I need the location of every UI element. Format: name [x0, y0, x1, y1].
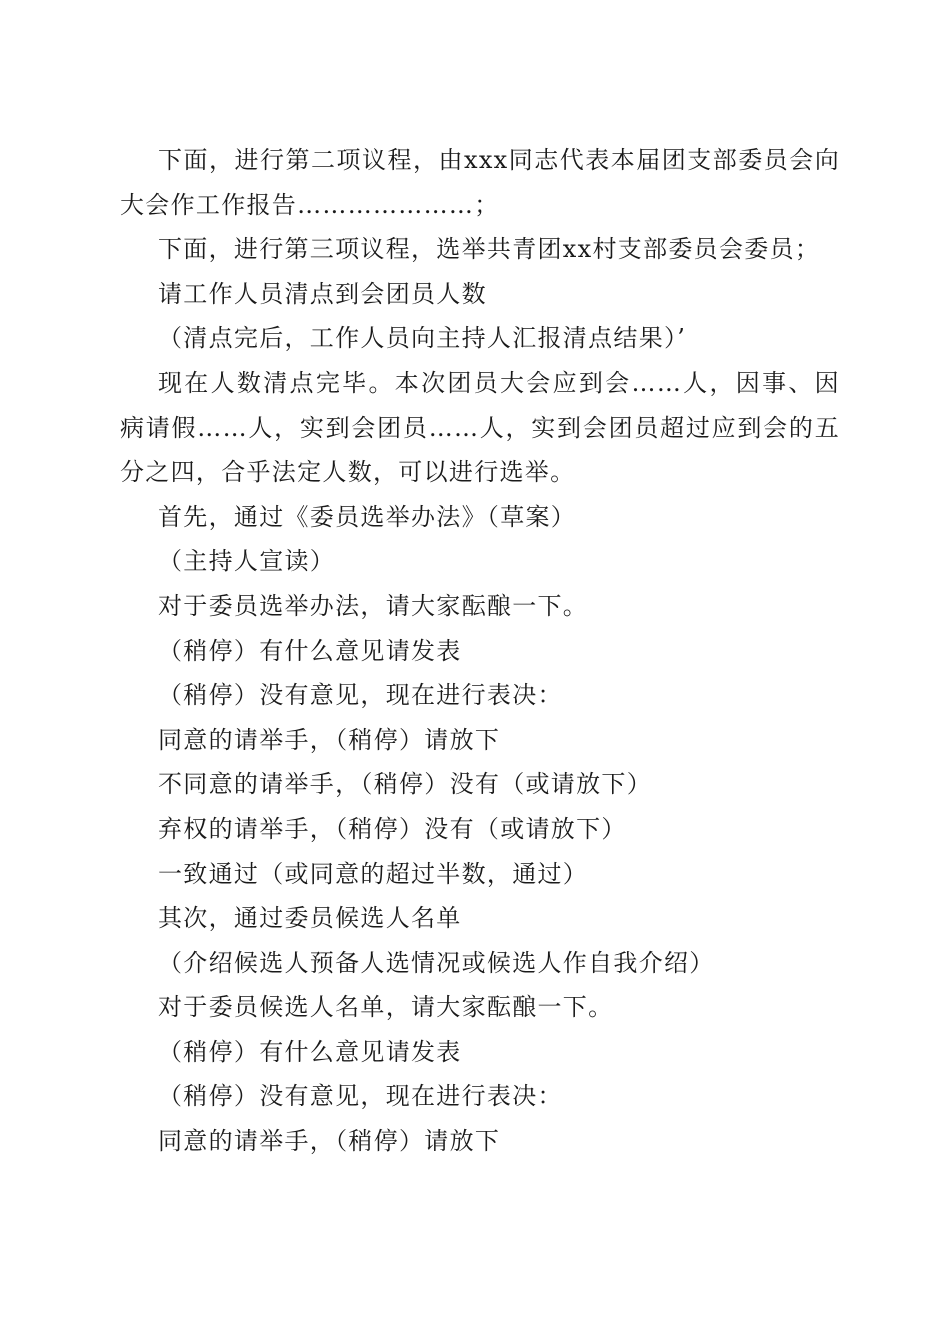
- paragraph-agenda-item-3: 下面，进行第三项议程，选举共青团xx村支部委员会委员；: [158, 235, 821, 264]
- paragraph-vote-1: （稍停）没有意见，现在进行表决：: [158, 681, 563, 710]
- paragraph-agree-2: 同意的请举手，（稍停）请放下: [158, 1127, 501, 1156]
- paragraph-attendance: 现在人数清点完毕。本次团员大会应到会……人，因事、因病请假……人，实到会团员……人，实到会团员超过应到会的五分之四，合乎法定人数，可以进行选举。: [120, 368, 840, 487]
- paragraph-abstain: 弃权的请举手，（稍停）没有（或请放下）: [158, 814, 627, 843]
- paragraph-discuss-rules: 对于委员选举办法，请大家酝酿一下。: [158, 591, 589, 620]
- paragraph-agree-1: 同意的请举手，（稍停）请放下: [158, 725, 501, 754]
- paragraph-vote-2: （稍停）没有意见，现在进行表决：: [158, 1082, 563, 1111]
- paragraph-count-request: 请工作人员清点到会团员人数: [158, 279, 487, 308]
- paragraph-discuss-candidates: 对于委员候选人名单，请大家酝酿一下。: [158, 993, 614, 1022]
- paragraph-opinions-2: （稍停）有什么意见请发表: [158, 1037, 462, 1066]
- paragraph-candidate-list: 其次，通过委员候选人名单: [158, 904, 462, 933]
- paragraph-agenda-item-2: 下面，进行第二项议程，由xxx同志代表本届团支部委员会向大会作工作报告…………………；: [120, 146, 840, 219]
- paragraph-disagree: 不同意的请举手，（稍停）没有（或请放下）: [158, 770, 652, 799]
- document-body: [120, 138, 840, 1164]
- paragraph-opinions-1: （稍停）有什么意见请发表: [158, 636, 462, 665]
- paragraph-passed: 一致通过（或同意的超过半数，通过）: [158, 859, 589, 888]
- paragraph-election-rules: 首先，通过《委员选举办法》（草案）: [158, 502, 577, 531]
- paragraph-count-note: （清点完后，工作人员向主持人汇报清点结果）’: [158, 324, 687, 353]
- paragraph-candidate-intro: （介绍候选人预备人选情况或候选人作自我介绍）: [158, 948, 715, 977]
- paragraph-host-reads: （主持人宣读）: [158, 547, 336, 576]
